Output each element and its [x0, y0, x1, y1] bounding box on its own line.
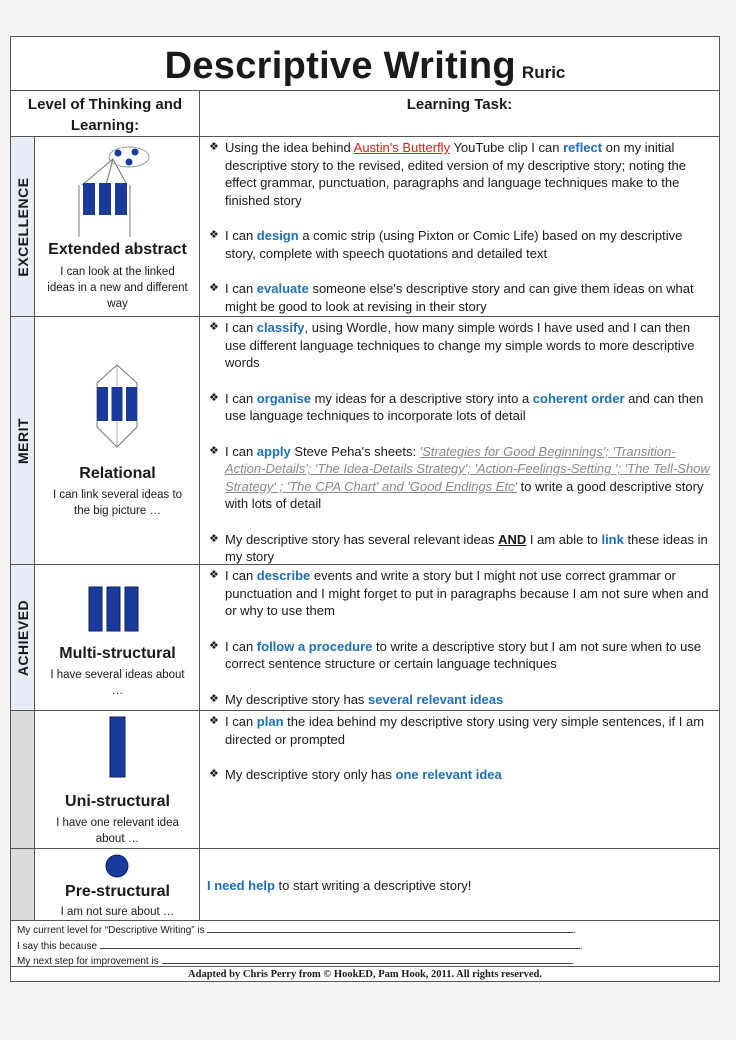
steve-peha-sheets-link[interactable]: 'Strategies for Good Beginnings'; 'Transition-Action-Details'; 'The Idea-Details Strategy'; 'Action-Feelings-Setting '; 'The Tell-Show Strategy' ; 'The CPA Chart' and 'Good Endings Etc'	[225, 443, 710, 494]
level-desc-extended-abstract: I can look at the linked ideas in a new and different way	[47, 266, 188, 310]
band-excellence	[11, 137, 719, 317]
tasks-pre-structural	[205, 877, 717, 895]
task-item: ❖ I can describe events and write a story but I might not use correct grammar or punctuation and I might forget to put in paragraphs because I am not sure when and or why to use them	[207, 567, 719, 620]
tasks-excellence	[207, 139, 719, 333]
austins-butterfly-link[interactable]: Austin's Butterfly	[353, 140, 451, 155]
task-item: ❖ I can apply Steve Peha's sheets: 'Strategies for Good Beginnings'; 'Transition-Action-Details'; 'The Idea-Details Strategy'; 'Action-Feelings-Setting '; 'The Tell-Show Strategy' ; 'The CPA Chart' and 'Good Endings Etc' to write a good descriptive story with lots of detail	[207, 443, 719, 513]
level-desc-relational: I can link several ideas to the big picture …	[52, 489, 183, 517]
side-label-excellence: EXCELLENCE	[15, 177, 31, 277]
task-item: ❖ My descriptive story has several relevant ideas AND I am able to link these ideas in my story	[207, 531, 719, 566]
relational-icon	[35, 361, 200, 453]
next-step-blank[interactable]	[162, 954, 572, 964]
level-desc-multi-structural: I have several ideas about …	[50, 669, 185, 697]
footer-reflection	[11, 921, 719, 967]
extended-abstract-icon	[35, 141, 200, 241]
level-column-header: Level of Thinking and Learning:	[11, 91, 200, 137]
uni-structural-icon	[35, 715, 200, 781]
side-excellence	[11, 137, 35, 316]
task-column-header: Learning Task:	[200, 91, 719, 137]
task-item: ❖ I can classify, using Wordle, how many simple words I have used and I can then use different language techniques to change my simple words to more descriptive words	[207, 319, 719, 372]
level-title-relational: Relational	[79, 465, 156, 482]
next-step-line: My next step for improvement is .	[17, 956, 575, 967]
task-item: ❖ Using the idea behind Austin's Butterfly YouTube clip I can reflect on my initial descriptive story to the revised, edited version of my descriptive story; noting the effect grammar, punctuation, paragraphs and language techniques make to the finished story	[207, 139, 719, 209]
level-pre-structural	[35, 849, 200, 920]
level-title-extended-abstract: Extended abstract	[48, 241, 187, 258]
side-achieved	[11, 565, 35, 710]
side-pre-structural	[11, 849, 35, 920]
task-item: ❖ My descriptive story has several relevant ideas	[207, 691, 719, 709]
band-uni-structural	[11, 711, 719, 849]
level-title-multi-structural: Multi-structural	[59, 645, 176, 662]
title-row	[11, 37, 719, 91]
task-item: ❖ I can plan the idea behind my descriptive story using very simple sentences, if I am directed or prompted	[207, 713, 719, 748]
level-desc-uni-structural: I have one relevant idea about …	[56, 817, 179, 845]
task-item: ❖ I can follow a procedure to write a descriptive story but I am not sure when to use correct sentence structure or certain language techniques	[207, 638, 719, 673]
task-item: ❖ I can evaluate someone else's descriptive story and can give them ideas on what might be good to look at revising in their story	[207, 280, 719, 315]
level-title-uni-structural: Uni-structural	[65, 793, 170, 810]
task-item: ❖ I can organise my ideas for a descriptive story into a coherent order and can then use language techniques to incorporate lots of detail	[207, 390, 719, 425]
page-title-suffix: Ruric	[521, 63, 566, 82]
tasks-uni-structural	[207, 713, 719, 802]
reason-blank[interactable]	[100, 939, 580, 949]
level-achieved	[35, 565, 200, 710]
level-title-pre-structural: Pre-structural	[65, 883, 170, 900]
side-label-merit: MERIT	[15, 417, 31, 465]
current-level-line: My current level for “Descriptive Writing” is .	[17, 925, 577, 936]
page-title: Descriptive Writing	[164, 45, 516, 87]
side-uni-structural	[11, 711, 35, 848]
tasks-merit	[207, 319, 719, 584]
current-level-blank[interactable]	[207, 923, 573, 933]
level-merit	[35, 317, 200, 564]
multi-structural-icon	[35, 583, 200, 635]
task-item: ❖ My descriptive story only has one relevant idea	[207, 766, 719, 784]
level-excellence	[35, 137, 200, 316]
side-label-achieved: ACHIEVED	[15, 599, 31, 677]
band-merit	[11, 317, 719, 565]
pre-structural-icon	[35, 851, 200, 881]
tasks-achieved	[207, 567, 719, 726]
reason-line: I say this because .	[17, 940, 583, 952]
band-pre-structural	[11, 849, 719, 921]
level-desc-pre-structural: I am not sure about …	[60, 906, 175, 918]
rubric-sheet	[10, 36, 720, 982]
credit-line: Adapted by Chris Perry from © HookED, Pam Hook, 2011. All rights reserved.	[188, 969, 542, 980]
level-uni-structural	[35, 711, 200, 848]
task-item: I need help to start writing a descriptive story!	[207, 878, 472, 893]
band-achieved	[11, 565, 719, 711]
task-item: ❖ I can design a comic strip (using Pixton or Comic Life) based on my descriptive story, complete with speech quotations and detailed text	[207, 227, 719, 262]
side-merit	[11, 317, 35, 564]
